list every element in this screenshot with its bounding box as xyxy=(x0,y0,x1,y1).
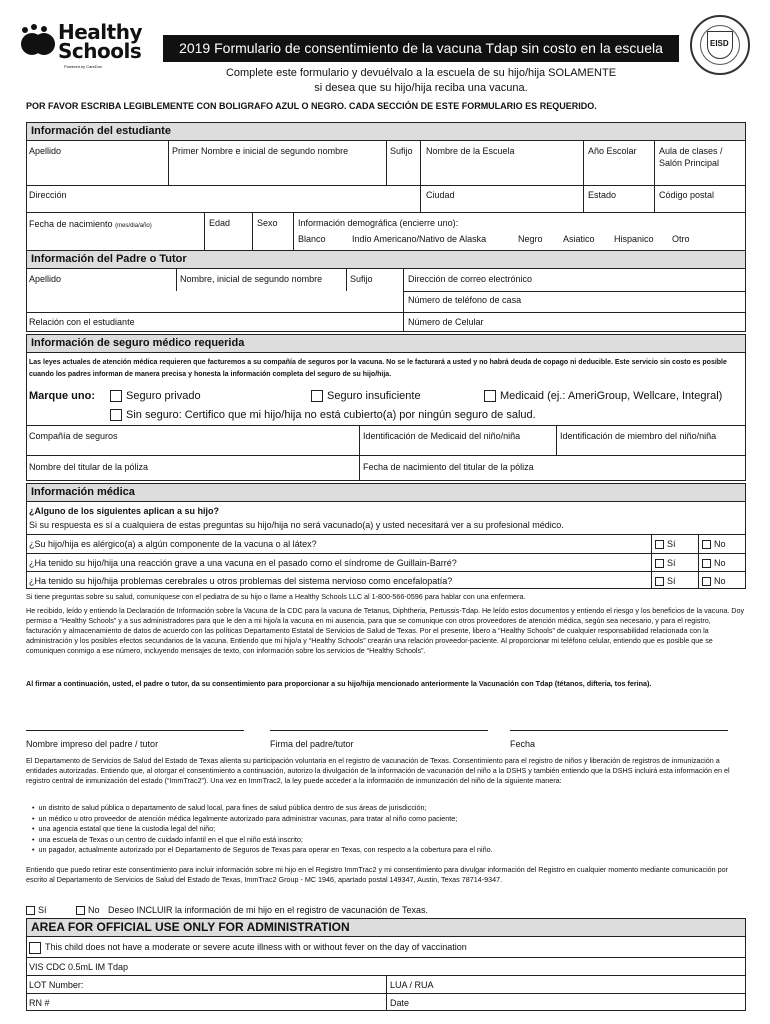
logo-word-schools: Schools xyxy=(58,39,142,63)
lua-rua-label: LUA / RUA xyxy=(390,980,434,990)
parent-section-title: Información del Padre o Tutor xyxy=(26,250,746,269)
printed-name-label: Nombre impreso del padre / tutor xyxy=(26,739,159,749)
q3-yes-option[interactable] xyxy=(655,575,676,587)
address-label: Dirección xyxy=(29,190,67,200)
insufficient-insurance-option[interactable] xyxy=(311,389,421,403)
q3-yes-checkbox[interactable] xyxy=(655,577,664,586)
q3-yes-text: Sí xyxy=(667,576,676,586)
demo-option-indio[interactable]: Indio Americano/Nativo de Alaska xyxy=(352,234,487,244)
q2-yes-checkbox[interactable] xyxy=(655,559,664,568)
member-id-label: Identificación de miembro del niño/niña xyxy=(560,431,717,441)
demo-option-hispanico[interactable]: Hispanico xyxy=(614,234,654,244)
legibility-notice: POR FAVOR ESCRIBA LEGIBLEMENTE CON BOLIGRAFO AZUL O NEGRO. CADA SECCIÓN DE ESTE FORMULARIO ES REQUERIDO. xyxy=(26,101,597,111)
registry-option-text: Deseo INCLUIR la información de mi hijo en el registro de vacunación de Texas. xyxy=(108,905,428,915)
school-year-label: Año Escolar xyxy=(588,146,637,156)
q3-no-text: No xyxy=(714,576,726,586)
logo-word-healthy: Healthy xyxy=(58,20,142,44)
medical-question-3: ¿Ha tenido su hijo/hija problemas cerebrales u otros problemas del sistema nervioso como encefalopatía? xyxy=(29,576,453,586)
list-item: • una agencia estatal que tiene la custodia legal del niño; xyxy=(32,824,732,835)
demo-option-blanco[interactable]: Blanco xyxy=(298,234,326,244)
logo-powered-by: Powered by CareDox xyxy=(64,64,103,69)
parent-suffix-label: Sufijo xyxy=(350,274,373,284)
dob-label xyxy=(29,218,152,232)
nurse-contact-note: Si tiene preguntas sobre su salud, comuníquese con el pediatra de su hijo o llame a Healthy Schools LLC al 1-800-566-0596 para hablar con una enfermera. xyxy=(26,592,526,601)
consent-paragraph-2: Al firmar a continuación, usted, el padre o tutor, da su consentimiento para proporcionar a su hijo/hija mencionado anteriormente la Vacunación con Tdap (tétanos, difteria, tos ferina). xyxy=(26,679,652,688)
medical-question-2: ¿Ha tenido su hijo/hija una reacción grave a una vacuna en el pasado como el síndrome de Guillain-Barré? xyxy=(29,558,457,568)
q1-yes-option[interactable] xyxy=(655,538,676,550)
withdraw-consent-paragraph: Entiendo que puedo retirar este consentimiento para incluir información sobre mi hijo en el Registro ImmTrac2 y mi consentimiento para divulgar información del Registro en cualquier momento mediante comunicación por escrito al Departamento de Servicios de Salud del Estado de Texas, ImmTrac2 Group - MC 1946, apartado postal 149347, Austin, Texas 78714-9347. xyxy=(26,865,729,884)
private-insurance-text: Seguro privado xyxy=(126,390,201,402)
cell-phone-label: Número de Celular xyxy=(408,317,484,327)
homeroom-label-line2: Salón Principal xyxy=(659,158,720,168)
age-label: Edad xyxy=(209,218,231,228)
insurance-intro: Las leyes actuales de atención médica requieren que facturemos a su compañía de seguros por la vacuna. No se le facturará a usted y no habrá deuda de copago ni deducible. Este servicio sin costo es posible cuando los padres informan de manera precisa y honesta la información completa del seguro de su hijo/hija. xyxy=(29,359,727,378)
signature-date-label: Fecha xyxy=(510,739,536,749)
registry-no-text: No xyxy=(88,905,100,915)
private-insurance-option[interactable] xyxy=(110,389,201,403)
admin-area-title: AREA FOR OFFICIAL USE ONLY FOR ADMINISTRATION xyxy=(26,918,746,937)
no-illness-option[interactable] xyxy=(29,941,467,954)
dob-format: (mes/dia/año) xyxy=(115,223,152,229)
medical-section-title: Información médica xyxy=(26,483,746,502)
registry-yes-checkbox[interactable] xyxy=(26,906,35,915)
registry-no-option[interactable] xyxy=(76,904,100,916)
date-signature-line[interactable] xyxy=(510,730,728,731)
list-item: • un pagador, actualmente autorizado por el Departamento de Seguros de Texas para operar en Texas, con respecto a la cobertura para el niño. xyxy=(32,845,732,856)
q1-no-checkbox[interactable] xyxy=(702,540,711,549)
zip-label: Código postal xyxy=(659,190,715,200)
q1-no-text: No xyxy=(714,539,726,549)
apple-icon xyxy=(20,24,56,58)
insufficient-insurance-checkbox[interactable] xyxy=(311,390,323,402)
city-label: Ciudad xyxy=(426,190,455,200)
mark-one-label: Marque uno: xyxy=(29,390,95,402)
consent-paragraph-1: He recibido, leído y entiendo la Declaración de Información sobre la Vacuna de la CDC para la vacuna de Tetanus, Diphtheria, Pertussis-Tdap. He leído estos documentos y entiendo el riesgo y los beneficios de la vacuna. Doy permiso a “Healthy Schools” y a sus administradores para que le den a mi hijo/a la vacuna en mi ausencia, para que se comunique con otros proveedores de atención médica, según sea necesario, y para el registro, facturación y almacenamiento de datos de acuerdo con las políticas Departamento Estatal de Servicios de Salud de Texas. Por el presente, libero a “Healthy Schools” de cualquier responsabilidad relacionada con la administración y los posibles efectos secundarios de la vacuna. Entiendo que mi hijo/a y “Healthy Schools” crearán una relación proveedor-paciente. Al proporcionar mi teléfono celular, entiendo que es posible que se comuniquen conmigo a ese número, incluyendo mensajes de texto, con información sobre los servicios de “Healthy Schools”. xyxy=(26,606,745,655)
q1-yes-text: Sí xyxy=(667,539,676,549)
private-insurance-checkbox[interactable] xyxy=(110,390,122,402)
parent-name-label: Nombre, inicial de segundo nombre xyxy=(180,274,323,284)
q2-no-option[interactable] xyxy=(702,557,726,569)
list-item: • un médico u otro proveedor de atención médica legalmente autorizado para administrar vacunas, para tratar al niño como paciente; xyxy=(32,814,732,825)
immtrac-access-list xyxy=(32,803,732,856)
q3-no-checkbox[interactable] xyxy=(702,577,711,586)
vis-label: VIS CDC 0.5mL IM Tdap xyxy=(29,962,129,972)
seal-text: EISD xyxy=(710,39,729,48)
medical-question-note: Si su respuesta es sí a cualquiera de estas preguntas su hijo/hija no será vacunado(a) y usted necesitará ver a su profesional médico. xyxy=(29,520,564,530)
medical-question-1: ¿Su hijo/hija es alérgico(a) a algún componente de la vacuna o al látex? xyxy=(29,539,317,549)
q2-no-text: No xyxy=(714,558,726,568)
school-name-label: Nombre de la Escuela xyxy=(426,146,515,156)
state-label: Estado xyxy=(588,190,617,200)
demographic-label: Información demográfica (encierre uno): xyxy=(298,218,459,228)
no-insurance-option[interactable] xyxy=(110,408,536,422)
no-insurance-checkbox[interactable] xyxy=(110,409,122,421)
list-item: • una escuela de Texas o un centro de cuidado infantil en el que el niño está inscrito; xyxy=(32,835,732,846)
insufficient-insurance-text: Seguro insuficiente xyxy=(327,390,421,402)
form-title: 2019 Formulario de consentimiento de la vacuna Tdap sin costo en la escuela xyxy=(163,35,679,62)
email-label: Dirección de correo electrónico xyxy=(408,274,533,284)
no-illness-text: This child does not have a moderate or severe acute illness with or without fever on the day of vaccination xyxy=(45,942,467,952)
medicaid-checkbox[interactable] xyxy=(484,390,496,402)
subtitle-line-2: si desea que su hijo/hija reciba una vacuna. xyxy=(314,82,528,94)
student-section-title: Información del estudiante xyxy=(26,122,746,141)
parent-apellido-label: Apellido xyxy=(29,274,62,284)
list-item: • un distrito de salud pública o departamento de salud local, para fines de salud pública dentro de sus áreas de jurisdicción; xyxy=(32,803,732,814)
parent-name-signature-line[interactable] xyxy=(26,730,244,731)
dob-label-text: Fecha de nacimiento xyxy=(29,219,113,229)
no-insurance-text: Sin seguro: Certifico que mi hijo/hija no está cubierto(a) por ningún seguro de salud. xyxy=(126,409,536,421)
immtrac-paragraph: El Departamento de Servicios de Salud del Estado de Texas alienta su participación voluntaria en el registro de vacunación de Texas. Consentimiento para el registro de niños y liberación de registros de inmunización a entidades autorizadas. Entiendo que, al otorgar el consentimiento a continuación, autorizo la divulgación de la información de vacunación del niño a la DSHS y también entiendo que la DSHS incluirá esta información en el registro central de inmunización del estado (“ImmTrac2”). Una vez en ImmTrac2, la ley puede acceder a la información de inmunización del niño de la siguiente manera: xyxy=(26,756,730,785)
homeroom-label-line1: Aula de clases / xyxy=(659,146,723,156)
demo-option-asiatico[interactable]: Asiatico xyxy=(563,234,595,244)
no-illness-checkbox[interactable] xyxy=(29,942,41,954)
healthy-schools-logo xyxy=(20,18,140,78)
signature-label: Firma del padre/tutor xyxy=(270,739,354,749)
parent-signature-line[interactable] xyxy=(270,730,488,731)
insurance-company-label: Compañía de seguros xyxy=(29,431,118,441)
demo-option-otro[interactable]: Otro xyxy=(672,234,690,244)
relationship-label: Relación con el estudiante xyxy=(29,317,135,327)
admin-date-label: Date xyxy=(390,998,410,1008)
rn-label: RN # xyxy=(29,998,50,1008)
policy-holder-dob-label: Fecha de nacimiento del titular de la póliza xyxy=(363,462,534,472)
policy-holder-label: Nombre del titular de la póliza xyxy=(29,462,149,472)
lot-number-label: LOT Number: xyxy=(29,980,84,990)
q2-yes-text: Sí xyxy=(667,558,676,568)
medicaid-id-label: Identificación de Medicaid del niño/niña xyxy=(363,431,521,441)
medical-question-intro: ¿Alguno de los siguientes aplican a su hijo? xyxy=(29,506,220,516)
demo-option-negro[interactable]: Negro xyxy=(518,234,543,244)
subtitle-line-1: Complete este formulario y devuélvalo a la escuela de su hijo/hija SOLAMENTE xyxy=(225,67,617,79)
student-apellido-label: Apellido xyxy=(29,146,62,156)
q2-yes-option[interactable] xyxy=(655,557,676,569)
medicaid-text: Medicaid (ej.: AmeriGroup, Wellcare, Integral) xyxy=(500,390,723,402)
q2-no-checkbox[interactable] xyxy=(702,559,711,568)
registry-yes-text: Sí xyxy=(38,905,47,915)
sex-label: Sexo xyxy=(257,218,278,228)
student-first-name-label: Primer Nombre e inicial de segundo nombre xyxy=(172,146,349,156)
district-seal-icon xyxy=(690,15,750,75)
medicaid-option[interactable] xyxy=(484,389,722,403)
q3-no-option[interactable] xyxy=(702,575,726,587)
home-phone-label: Número de teléfono de casa xyxy=(408,295,522,305)
registry-no-checkbox[interactable] xyxy=(76,906,85,915)
insurance-section-title: Información de seguro médico requerida xyxy=(26,334,746,353)
registry-yes-option[interactable] xyxy=(26,904,47,916)
q1-yes-checkbox[interactable] xyxy=(655,540,664,549)
q1-no-option[interactable] xyxy=(702,538,726,550)
student-suffix-label: Sufijo xyxy=(390,146,413,156)
form-subtitle xyxy=(163,66,679,96)
